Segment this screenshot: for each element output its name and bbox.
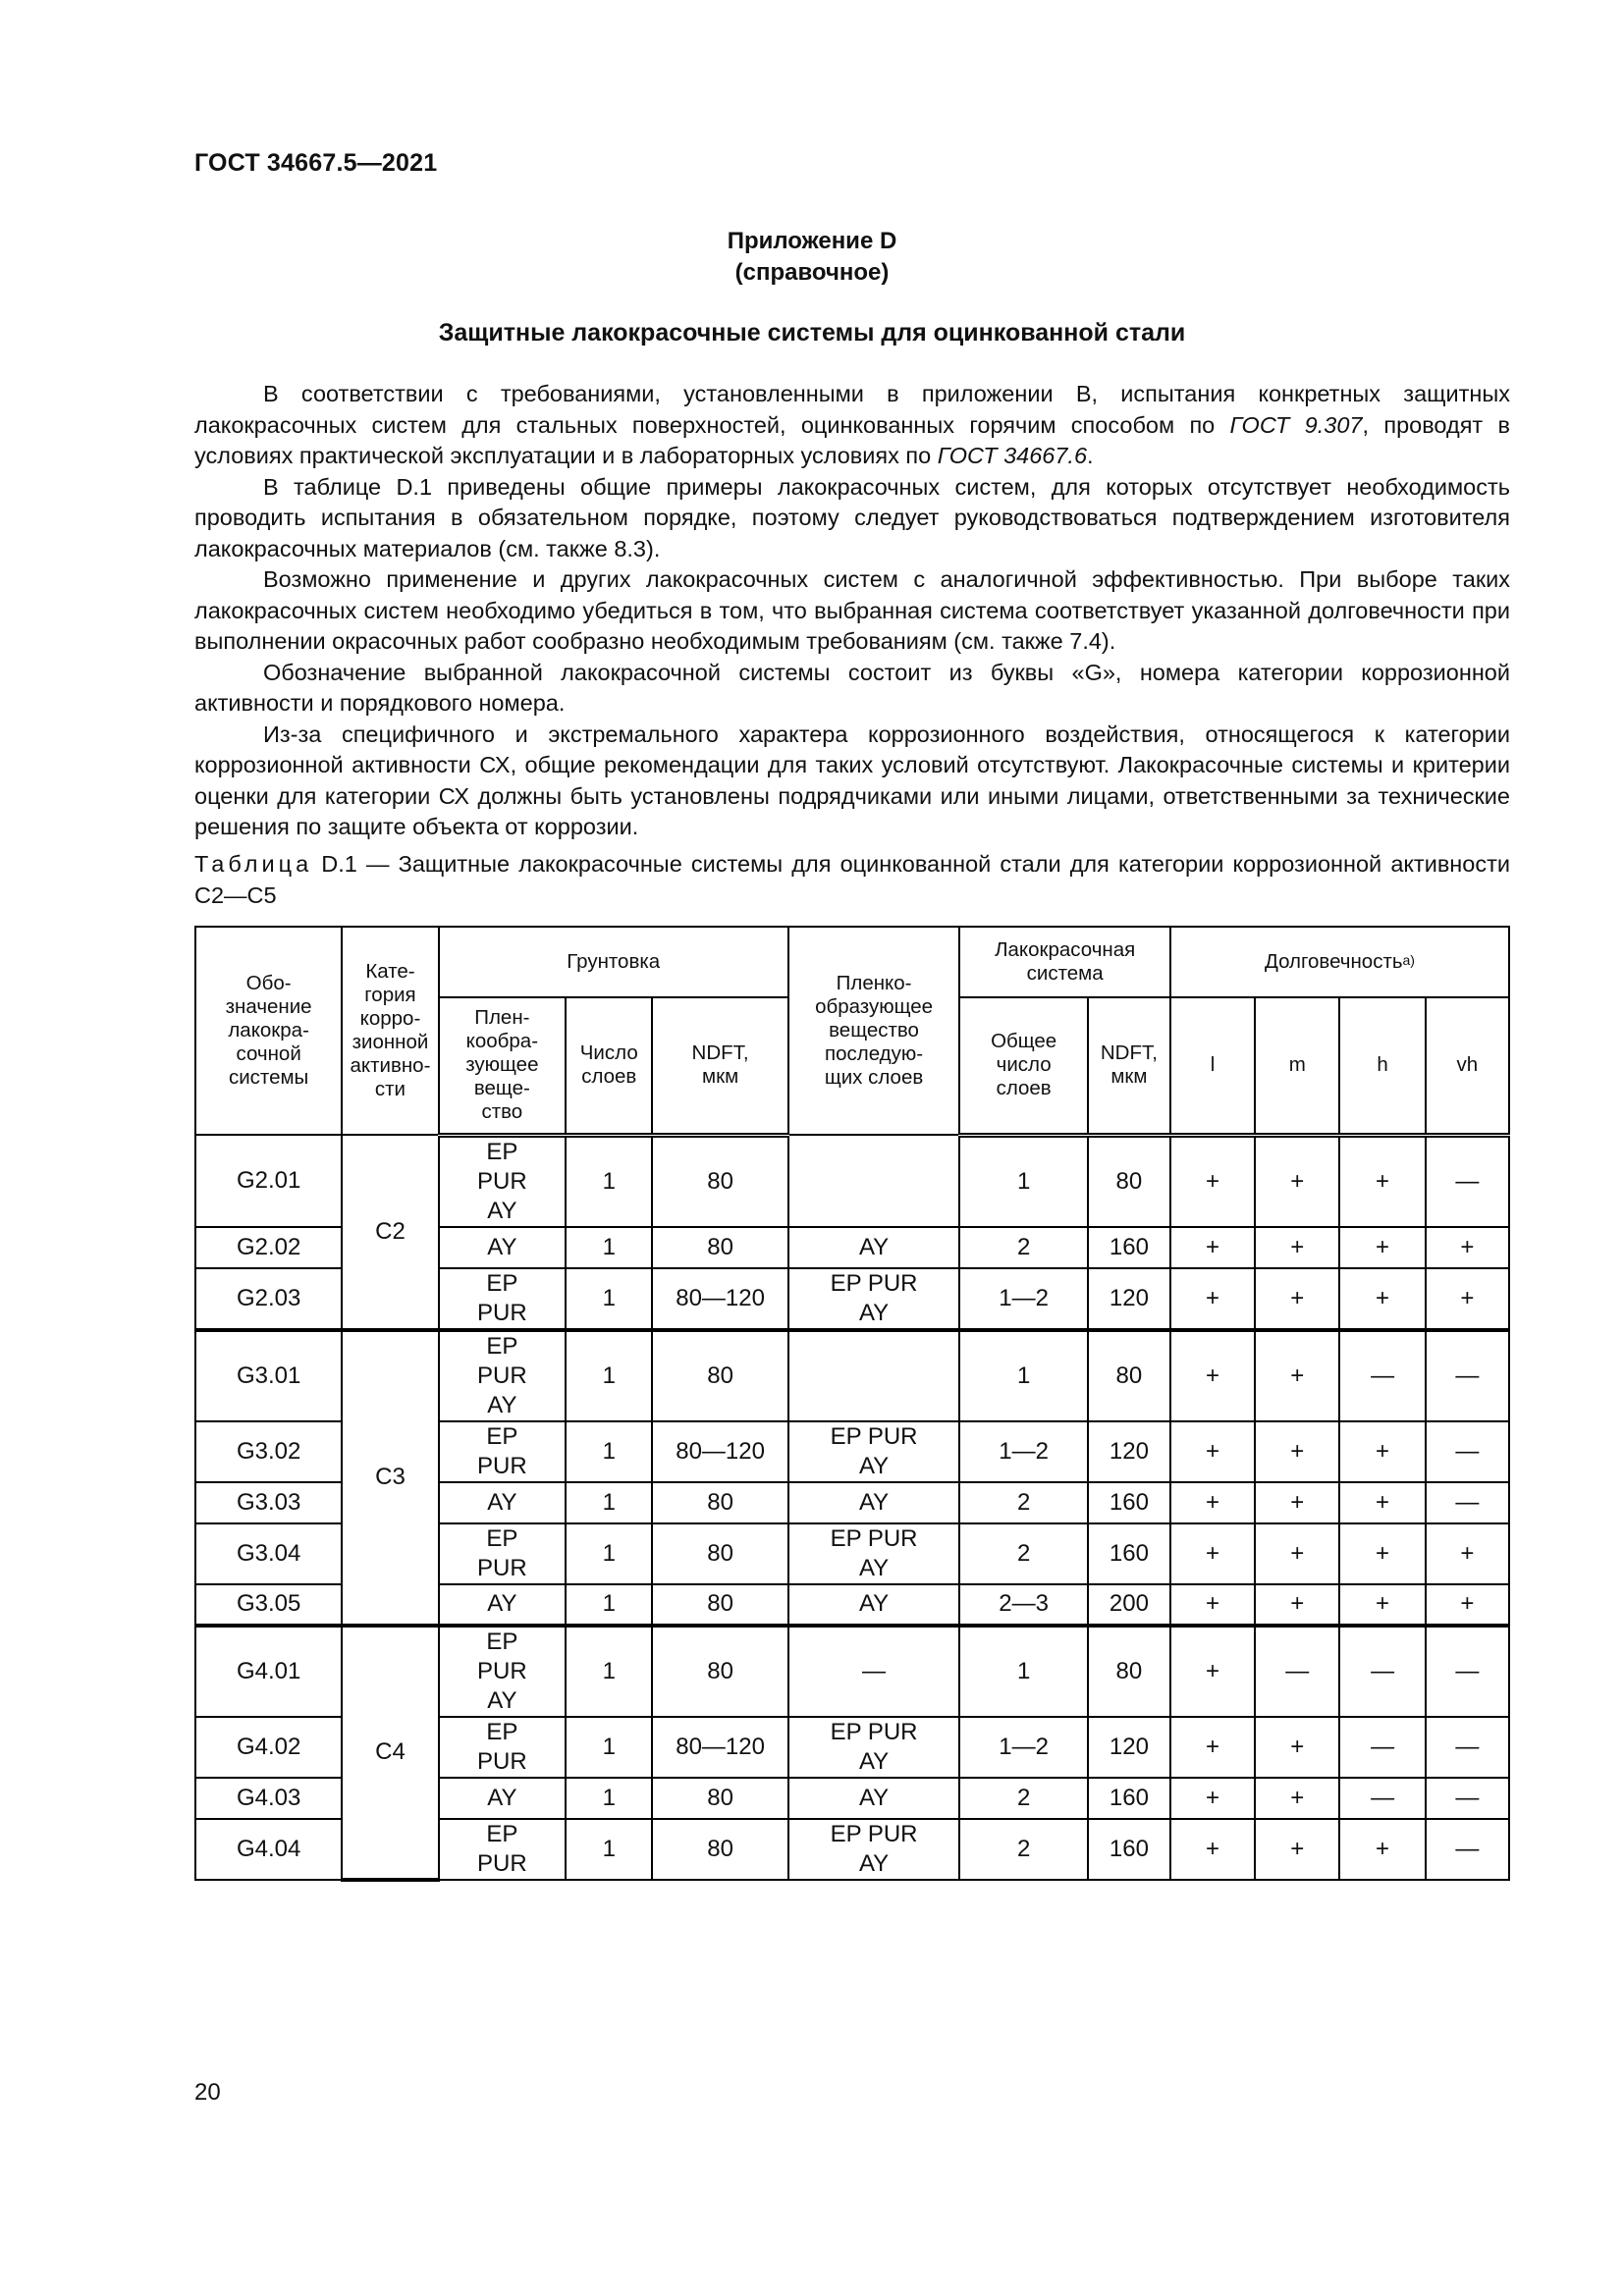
coating-systems-table	[194, 926, 1510, 1882]
header-durability-h: h	[1339, 997, 1425, 1135]
cell-durability-m: +	[1255, 1482, 1339, 1523]
cell-durability-m: +	[1255, 1819, 1339, 1880]
cell-durability-h: +	[1339, 1482, 1425, 1523]
cell-durability-vh: —	[1426, 1717, 1509, 1778]
cell-designation: G4.02	[195, 1717, 342, 1778]
cell-durability-l: +	[1170, 1482, 1255, 1523]
cell-total-coats: 1—2	[959, 1717, 1087, 1778]
cell-durability-vh: +	[1426, 1227, 1509, 1268]
cell-primer-binder: EP PUR AY	[439, 1626, 566, 1717]
cell-primer-ndft: 80—120	[652, 1717, 787, 1778]
cell-primer-binder: AY	[439, 1778, 566, 1819]
header-film-former: Пленко- образующее вещество последую- щих слоев	[788, 927, 960, 1135]
cell-durability-m: +	[1255, 1584, 1339, 1626]
cell-film-former	[788, 1135, 960, 1227]
cell-primer-coats: 1	[566, 1626, 652, 1717]
cell-primer-coats: 1	[566, 1268, 652, 1330]
header-primer-coats: Число слоев	[566, 997, 652, 1135]
cell-durability-l: +	[1170, 1584, 1255, 1626]
cell-primer-ndft: 80	[652, 1523, 787, 1584]
cell-primer-coats: 1	[566, 1523, 652, 1584]
cell-film-former: AY	[788, 1482, 960, 1523]
table-body	[195, 1135, 1509, 1880]
paragraph-text: В таблице D.1 приведены общие примеры лакокрасочных систем, для которых отсутствует необходимость проводить испытания в обязательном порядке, поэтому следует руководствоваться подтверждением изготовителя лакокрасочных материалов (см. также 8.3).	[194, 473, 1510, 561]
cell-primer-coats: 1	[566, 1135, 652, 1227]
cell-durability-h: +	[1339, 1135, 1425, 1227]
paragraph-text: В соответствии с требованиями, установленными в приложении В, испытания конкретных защитных лакокрасочных систем для стальных поверхностей, оцинкованных горячим способом по	[194, 381, 1510, 438]
cell-primer-ndft: 80—120	[652, 1421, 787, 1482]
cell-durability-l: +	[1170, 1227, 1255, 1268]
cell-durability-h: +	[1339, 1227, 1425, 1268]
cell-system-ndft: 80	[1088, 1626, 1170, 1717]
header-durability-label: Долговечность	[1264, 950, 1403, 973]
table-row	[195, 1135, 1509, 1227]
cell-durability-l: +	[1170, 1717, 1255, 1778]
cell-primer-coats: 1	[566, 1584, 652, 1626]
cell-durability-l: +	[1170, 1819, 1255, 1880]
cell-primer-ndft: 80—120	[652, 1268, 787, 1330]
cell-durability-h: +	[1339, 1421, 1425, 1482]
cell-designation: G3.04	[195, 1523, 342, 1584]
cell-primer-ndft: 80	[652, 1135, 787, 1227]
cell-designation: G2.01	[195, 1135, 342, 1227]
table-caption-label: Таблица	[194, 851, 313, 877]
cell-primer-ndft: 80	[652, 1778, 787, 1819]
cell-primer-ndft: 80	[652, 1227, 787, 1268]
cell-primer-binder: EP PUR	[439, 1819, 566, 1880]
cell-durability-l: +	[1170, 1330, 1255, 1421]
table-header-row-1	[195, 927, 1509, 997]
cell-designation: G2.03	[195, 1268, 342, 1330]
cell-primer-binder: EP PUR	[439, 1523, 566, 1584]
cell-primer-ndft: 80	[652, 1584, 787, 1626]
cell-durability-l: +	[1170, 1135, 1255, 1227]
annex-title: Защитные лакокрасочные системы для оцинкованной стали	[438, 319, 1186, 347]
cell-film-former: EP PUR AY	[788, 1268, 960, 1330]
cell-primer-ndft: 80	[652, 1482, 787, 1523]
header-primer-binder: Плен- кообра- зующее веще- ство	[439, 997, 566, 1135]
cell-primer-coats: 1	[566, 1330, 652, 1421]
cell-durability-l: +	[1170, 1421, 1255, 1482]
cell-system-ndft: 120	[1088, 1421, 1170, 1482]
cell-total-coats: 2	[959, 1227, 1087, 1268]
cell-designation: G3.02	[195, 1421, 342, 1482]
header-primer: Грунтовка	[439, 927, 788, 997]
cell-total-coats: 1	[959, 1330, 1087, 1421]
cell-category: С4	[342, 1626, 438, 1880]
cell-durability-vh: —	[1426, 1330, 1509, 1421]
annex-label: Приложение D	[727, 228, 897, 254]
cell-category: С2	[342, 1135, 438, 1330]
paragraph	[194, 379, 1510, 472]
cell-total-coats: 2	[959, 1523, 1087, 1584]
cell-designation: G4.03	[195, 1778, 342, 1819]
table-caption-text: D.1 — Защитные лакокрасочные системы для оцинкованной стали для категории коррозионной активности С2—С5	[194, 851, 1510, 908]
cell-total-coats: 2—3	[959, 1584, 1087, 1626]
paragraph	[194, 472, 1510, 565]
cell-total-coats: 1	[959, 1135, 1087, 1227]
cell-primer-coats: 1	[566, 1482, 652, 1523]
cell-primer-coats: 1	[566, 1227, 652, 1268]
cell-durability-m: —	[1255, 1626, 1339, 1717]
cell-film-former: AY	[788, 1778, 960, 1819]
cell-primer-ndft: 80	[652, 1626, 787, 1717]
cell-primer-binder: EP PUR AY	[439, 1135, 566, 1227]
cell-durability-vh: —	[1426, 1482, 1509, 1523]
header-primer-ndft: NDFT, мкм	[652, 997, 787, 1135]
cell-durability-m: +	[1255, 1778, 1339, 1819]
header-category: Кате- гория корро- зионной активно- сти	[342, 927, 438, 1135]
annex-heading	[0, 226, 1624, 289]
cell-film-former: AY	[788, 1584, 960, 1626]
cell-category: С3	[342, 1330, 438, 1626]
cell-durability-vh: +	[1426, 1268, 1509, 1330]
cell-film-former: EP PUR AY	[788, 1819, 960, 1880]
cell-durability-vh: —	[1426, 1135, 1509, 1227]
paragraph-text: Возможно применение и других лакокрасочных систем с аналогичной эффективностью. При выборе таких лакокрасочных систем необходимо убедиться в том, что выбранная система соответствует указанной долговечности при выполнении окрасочных работ сообразно необходимым требованиям (см. также 7.4).	[194, 566, 1510, 654]
cell-total-coats: 2	[959, 1819, 1087, 1880]
cell-durability-h: —	[1339, 1330, 1425, 1421]
header-durability-footnote: а)	[1402, 952, 1415, 968]
cell-durability-l: +	[1170, 1268, 1255, 1330]
cell-durability-m: +	[1255, 1268, 1339, 1330]
cell-durability-h: —	[1339, 1717, 1425, 1778]
cell-durability-m: +	[1255, 1135, 1339, 1227]
cell-primer-binder: EP PUR	[439, 1717, 566, 1778]
cell-total-coats: 1	[959, 1626, 1087, 1717]
cell-primer-binder: AY	[439, 1482, 566, 1523]
cell-durability-m: +	[1255, 1227, 1339, 1268]
cell-durability-l: +	[1170, 1626, 1255, 1717]
cell-film-former: AY	[788, 1227, 960, 1268]
standard-reference: ГОСТ 34667.6	[937, 443, 1088, 468]
cell-total-coats: 2	[959, 1778, 1087, 1819]
cell-primer-binder: EP PUR	[439, 1268, 566, 1330]
cell-durability-vh: —	[1426, 1819, 1509, 1880]
header-system-ndft: NDFT, мкм	[1088, 997, 1170, 1135]
cell-total-coats: 2	[959, 1482, 1087, 1523]
cell-film-former: EP PUR AY	[788, 1421, 960, 1482]
header-paint-system: Лакокрасочная система	[959, 927, 1170, 997]
cell-primer-binder: EP PUR AY	[439, 1330, 566, 1421]
page-number: 20	[194, 2079, 221, 2106]
cell-durability-h: —	[1339, 1778, 1425, 1819]
paragraph-text: , проводят в условиях практической эксплуатации и в лабораторных условиях по	[194, 411, 1510, 468]
cell-system-ndft: 160	[1088, 1523, 1170, 1584]
document-header: ГОСТ 34667.5—2021	[194, 149, 438, 177]
cell-durability-h: +	[1339, 1584, 1425, 1626]
cell-system-ndft: 120	[1088, 1268, 1170, 1330]
header-total-coats: Общее число слоев	[959, 997, 1087, 1135]
cell-durability-vh: —	[1426, 1626, 1509, 1717]
paragraph-text: Из-за специфичного и экстремального характера коррозионного воздействия, относящегося к категории коррозионной активности СХ, общие рекомендации для таких условий отсутствуют. Лакокрасочные системы и критерии оценки для категории СХ должны быть установлены подрядчиками или иными лицами, ответственными за технические решения по защите объекта от коррозии.	[194, 721, 1510, 839]
cell-system-ndft: 160	[1088, 1819, 1170, 1880]
paragraph-text: .	[1087, 443, 1094, 468]
cell-film-former: EP PUR AY	[788, 1717, 960, 1778]
cell-designation: G2.02	[195, 1227, 342, 1268]
cell-durability-vh: +	[1426, 1584, 1509, 1626]
cell-designation: G3.03	[195, 1482, 342, 1523]
cell-primer-ndft: 80	[652, 1819, 787, 1880]
cell-designation: G3.05	[195, 1584, 342, 1626]
cell-durability-h: +	[1339, 1268, 1425, 1330]
table-row	[195, 1626, 1509, 1717]
header-durability-l: l	[1170, 997, 1255, 1135]
header-durability-m: m	[1255, 997, 1339, 1135]
cell-film-former: —	[788, 1626, 960, 1717]
cell-system-ndft: 200	[1088, 1584, 1170, 1626]
cell-total-coats: 1—2	[959, 1268, 1087, 1330]
cell-durability-h: +	[1339, 1523, 1425, 1584]
cell-durability-m: +	[1255, 1421, 1339, 1482]
cell-durability-l: +	[1170, 1778, 1255, 1819]
cell-film-former: EP PUR AY	[788, 1523, 960, 1584]
cell-primer-coats: 1	[566, 1421, 652, 1482]
cell-durability-vh: —	[1426, 1778, 1509, 1819]
annex-kind: (справочное)	[734, 259, 890, 286]
cell-durability-vh: —	[1426, 1421, 1509, 1482]
cell-primer-coats: 1	[566, 1819, 652, 1880]
cell-total-coats: 1—2	[959, 1421, 1087, 1482]
cell-primer-coats: 1	[566, 1717, 652, 1778]
cell-durability-m: +	[1255, 1523, 1339, 1584]
cell-primer-binder: EP PUR	[439, 1421, 566, 1482]
body-text	[194, 379, 1510, 843]
cell-durability-vh: +	[1426, 1523, 1509, 1584]
cell-system-ndft: 160	[1088, 1227, 1170, 1268]
header-durability-vh: vh	[1426, 997, 1509, 1135]
cell-primer-binder: AY	[439, 1227, 566, 1268]
cell-primer-ndft: 80	[652, 1330, 787, 1421]
paragraph-text: Обозначение выбранной лакокрасочной системы состоит из буквы «G», номера категории коррозионной активности и порядкового номера.	[194, 659, 1510, 716]
header-designation: Обо- значение лакокра- сочной системы	[195, 927, 342, 1135]
cell-durability-l: +	[1170, 1523, 1255, 1584]
cell-durability-h: +	[1339, 1819, 1425, 1880]
cell-system-ndft: 120	[1088, 1717, 1170, 1778]
cell-film-former	[788, 1330, 960, 1421]
cell-primer-binder: AY	[439, 1584, 566, 1626]
cell-durability-h: —	[1339, 1626, 1425, 1717]
cell-durability-m: +	[1255, 1330, 1339, 1421]
paragraph	[194, 720, 1510, 843]
paragraph	[194, 658, 1510, 720]
cell-designation: G4.01	[195, 1626, 342, 1717]
table-row	[195, 1330, 1509, 1421]
cell-primer-coats: 1	[566, 1778, 652, 1819]
header-durability	[1170, 927, 1509, 997]
standard-reference: ГОСТ 9.307	[1229, 411, 1363, 438]
cell-system-ndft: 160	[1088, 1778, 1170, 1819]
cell-designation: G4.04	[195, 1819, 342, 1880]
cell-durability-m: +	[1255, 1717, 1339, 1778]
paragraph	[194, 564, 1510, 658]
cell-system-ndft: 80	[1088, 1135, 1170, 1227]
cell-designation: G3.01	[195, 1330, 342, 1421]
cell-system-ndft: 160	[1088, 1482, 1170, 1523]
table-caption	[194, 849, 1510, 911]
cell-system-ndft: 80	[1088, 1330, 1170, 1421]
